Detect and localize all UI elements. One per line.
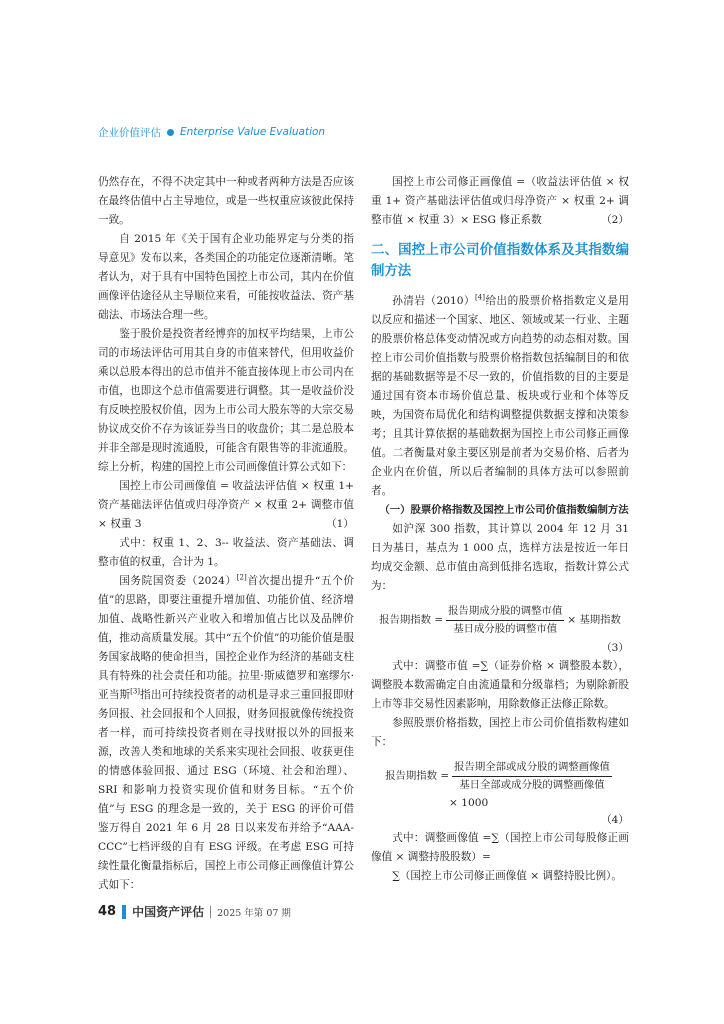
paragraph: 自 2015 年《关于国有企业功能界定与分类的指导意见》发布以来，各类国企的功能定位逐渐清晰。笔者认为，对于具有中国特色国控上市公司，其内在价值画像评估途径从主导顺位来看，可能按收益法、资产基础法、市场法合理一些。 [98, 233, 354, 321]
paragraph: 鉴于股价是投资者经博弈的加权平均结果，上市公司的市场法评估可用其自身的市值来替代，但用收益价乘以总股本得出的总市值并不能直接体现上市公司内在市值，也即这个总市值需要进行调整。其一是收益价没有反映控股权价值，因为上市公司大股东等的大宗交易协议成交价不存为该证券当日的收盘价；其二是总股本并非全部是现时流通股，可能含有限售等的非流通股。综上分析，构建的国控上市公司画像值计算公式如下： [98, 328, 354, 473]
section-title: 二、国控上市公司价值指数体系及其指数编制方法 [371, 243, 629, 279]
paragraph: ∑（国控上市公司修正画像值 × 调整持股比例）。 [392, 870, 622, 882]
footer-bar-icon [122, 905, 126, 919]
fraction-denominator: 基日全部或成分股的调整画像值 [459, 779, 605, 791]
paragraph: 孙清岩（2010）[4]给出的股票价格指数定义是用以反应和描述一个国家、地区、领域或某一行业、主题的股票价格总体变动情况或方向趋势的动态相对数。国控上市公司价值指数与股票价格指数包括编制目的和依据的基础数据等是不尽一致的，价值指数的目的主要是通过国有资本市场价值总量、板块或行业和个体等反映，为国资布局优化和结构调整提供数据支撑和决策参考；且其计算依据的基础数据为国控上市公司修正画像值。二者衡量对象主要区别是前者为交易价格、后者为企业内在价值，所以后者编制的具体方法可以参照前者。 [371, 293, 630, 497]
issue-label: 2025 年第 07 期 [217, 907, 291, 919]
formula-4-tail: × 1000 [449, 797, 489, 809]
paragraph: 国务院国资委（2024）[2]首次提出提升“五个价值”的思路，即要注重提升增加值、功能价值、经济增加值、战略性新兴产业收入和增加值占比以及品牌价值，推动高质量发展。其中“五个价值”的功能价值是服务国家战略的使命担当，国控企业作为经济的基础支柱具有特殊的社会责任和功能。拉里·斯威德罗和塞缪尔·亚当斯[3]指出可持续投资者的动机是寻求三重回报即财务回报、社会回报和个人回报，财务回报就像传统投资者一样，而可持续投资者则在寻找财报以外的回报来源，改善人类和地球的关系来实现社会回报、收获更佳的情感体验回报、通过 ESG（环境、社会和治理）、SRI 和影响力投资实现价值和财务目标。“五个价值”与 ESG 的理念是一致的，关于 ESG 的评价可借鉴万得自 2021 年 6 月 28 日以来发布并给予“AAA-CCC”七档评级的自有 ESG 评级。在考虑 ESG 可持续性量化衡量指标后，国控上市公司修正画像值计算公式如下： [98, 573, 355, 891]
page-number: 48 [98, 904, 117, 919]
right-column [371, 173, 629, 886]
section-label-en: Enterprise Value Evaluation [180, 126, 326, 138]
left-column [98, 173, 354, 895]
formula-2: 国控上市公司修正画像值 =（收益法评估值 × 权重 1+ 资产基础法评估值或归母净资产 × 权重 2+ 调整市值 × 权重 3）× ESG 修正系数 （2） [371, 173, 629, 230]
formula-4: 报告期指数 = $\frac{\text{报告期全部或成分股的调整画像值}}{\text{基日全部或成分股的调整画像值}}$ [385, 761, 610, 791]
running-header [98, 125, 325, 139]
subsection-title: （一）股票价格指数及国控上市公司价值指数编制方法 [379, 504, 629, 516]
equation-number: （3） [601, 642, 629, 654]
bullet-icon [167, 129, 174, 136]
citation: [2] [236, 573, 247, 582]
paragraph: 仍然存在，不得不决定其中一种或者两种方法是否应该在最终估值中占主导地位，或是一些权重应该彼此保持一致。 [98, 176, 354, 226]
section-label-cn: 企业价值评估 [98, 126, 161, 139]
journal-name: 中国资产评估 [132, 905, 205, 919]
fraction-denominator: 基日成分股的调整市值 [453, 623, 558, 635]
paragraph: 式中：权重 1、2、3-- 收益法、资产基础法、调整市值的权重，合计为 1。 [98, 537, 354, 568]
divider [210, 906, 211, 918]
paragraph: 如沪深 300 指数，其计算以 2004 年 12 月 31 日为基日，基点为 1 000 点，选样方法是按近一年日均成交金额、总市值由高到低排名选取，指数计算公式为： [371, 523, 629, 592]
equation-number: （4） [601, 814, 629, 826]
fraction-numerator: 报告期全部或成分股的调整画像值 [452, 760, 612, 777]
formula-1: 国控上市公司画像值 = 收益法评估值 × 权重 1+ 资产基础法评估值或归母净资产 × 权重 2+ 调整市值 × 权重 3 （1） [98, 477, 354, 534]
citation: [3] [130, 687, 141, 696]
formula-3: 报告期指数 = $\frac{\text{报告期成分股的调整市值}}{\text{基日成分股的调整市值}}$ × 基期指数 [379, 605, 621, 635]
page-footer [98, 903, 291, 920]
equation-number: （2） [601, 214, 629, 226]
citation: [4] [475, 293, 485, 302]
paragraph: 式中：调整画像值 =∑（国控上市公司每股修正画像值 × 调整持股股数）= [371, 832, 629, 863]
paragraph: 参照股票价格指数，国控上市公司价值指数构建如下： [371, 717, 629, 748]
paragraph: 式中：调整市值 =∑（证券价格 × 调整股本数），调整股本数需确定自由流通量和分级靠档；为剔除新股上市等非交易性因素影响，用除数修正法修正除数。 [371, 660, 629, 710]
fraction-numerator: 报告期成分股的调整市值 [446, 604, 564, 621]
equation-number: （1） [326, 518, 354, 530]
